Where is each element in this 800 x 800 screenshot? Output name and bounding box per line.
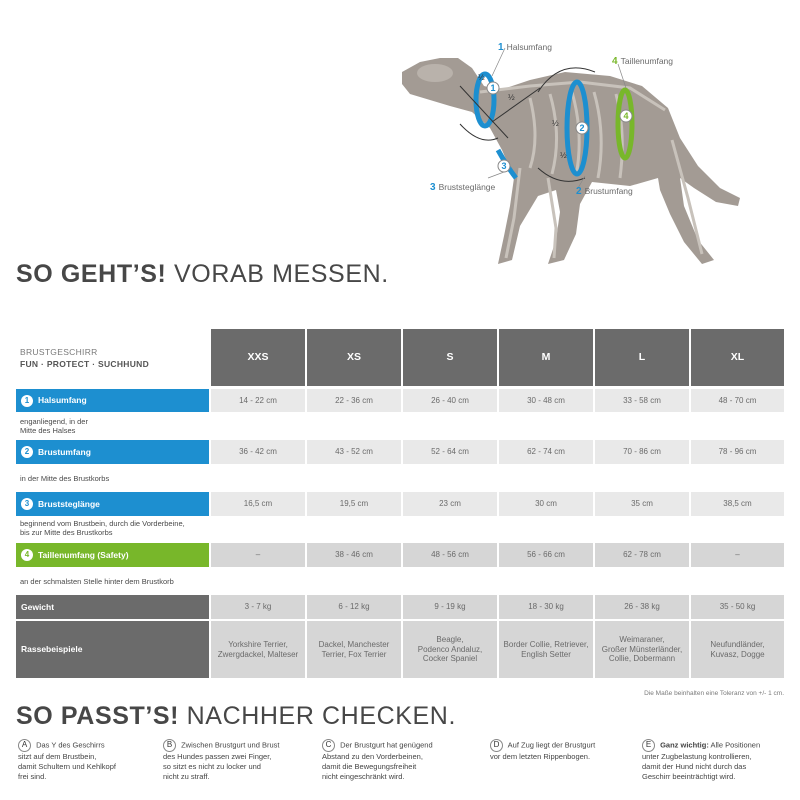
row-label-gewicht: Gewicht [16,595,209,619]
table-cell: Border Collie, Retriever, English Setter [499,621,593,678]
size-header-xl: XL [691,329,784,386]
row-number-badge: 1 [21,395,33,407]
row-number-badge: 4 [21,549,33,561]
label-brustumfang: 2 Brustumfang [576,186,633,197]
half-mark-3: ½ [552,119,559,128]
table-cell: Neufundländer, Kuvasz, Dogge [691,621,784,678]
heading-check-bold: SO PASST’S! [16,702,180,730]
table-cell: 14 - 22 cm [211,389,305,412]
row-label-text: Taillenumfang (Safety) [38,549,129,560]
row-label-taillenumfang [16,543,209,567]
heading-check-after [16,702,456,731]
table-cell: 26 - 40 cm [403,389,497,412]
step-letter-badge: E [642,739,655,752]
table-cell: 35 - 50 kg [691,595,784,619]
table-cell: 38,5 cm [691,492,784,516]
row-label-text: Halsumfang [38,395,87,406]
row-number-badge: 2 [21,446,33,458]
dog-skeleton-graphic [380,28,780,278]
table-row-gewicht [16,595,784,619]
table-cell: Dackel, Manchester Terrier, Fox Terrier [307,621,401,678]
table-cell: 48 - 70 cm [691,389,784,412]
table-cell: 22 - 36 cm [307,389,401,412]
table-row-rassebeispiele [16,621,784,678]
check-step-c: C Der Brustgurt hat genügend Abstand zu den Vorderbeinen, damit die Bewegungsfreiheit nicht eingeschränkt wird. [322,740,433,781]
table-cell: 26 - 38 kg [595,595,689,619]
label-halsumfang: 1 Halsumfang [498,42,552,53]
row-description-taillenumfang: an der schmalsten Stelle hinter dem Brustkorb [20,577,174,586]
table-cell: 33 - 58 cm [595,389,689,412]
check-step-e: E Ganz wichtig: Alle Positionen unter Zugbelastung kontrollieren, damit der Hund nicht durch das Geschirr beeinträchtigt wird. [642,740,761,781]
check-step-d: D Auf Zug liegt der Brustgurt vor dem letzten Rippenbogen. [490,740,596,761]
heading-measure-light: VORAB MESSEN. [174,260,389,288]
row-description-bruststeglaenge: beginnend vom Brustbein, durch die Vorderbeine, bis zur Mitte des Brustkorbs [20,519,185,538]
row-description-halsumfang: enganliegend, in der Mitte des Halses [20,417,88,436]
heading-check-light: NACHHER CHECKEN. [186,702,457,730]
table-cell: 48 - 56 cm [403,543,497,567]
half-mark-2: ½ [508,93,515,102]
marker-4: 4 [623,111,629,121]
table-row-taillenumfang [16,543,784,567]
size-header-xs: XS [307,329,401,386]
step-letter-badge: D [490,739,503,752]
table-cell: 70 - 86 cm [595,440,689,464]
product-category: BRUSTGESCHIRR [20,347,98,357]
half-mark-1: ½ [478,73,485,82]
table-cell: 36 - 42 cm [211,440,305,464]
half-mark-4: ½ [560,151,567,160]
table-cell: 56 - 66 cm [499,543,593,567]
table-cell: 18 - 30 kg [499,595,593,619]
table-cell: 52 - 64 cm [403,440,497,464]
row-label-bruststeglaenge [16,492,209,516]
size-header-s: S [403,329,497,386]
row-label-rassebeispiele: Rassebeispiele [16,621,209,678]
table-cell: 23 cm [403,492,497,516]
row-label-brustumfang [16,440,209,464]
check-step-b: B Zwischen Brustgurt und Brust des Hundes passen zwei Finger, so sitzt es nicht zu locker und nicht zu straff. [163,740,280,781]
table-cell: 62 - 78 cm [595,543,689,567]
size-header-m: M [499,329,593,386]
row-description-brustumfang: in der Mitte des Brustkorbs [20,474,110,483]
label-bruststeglaenge: 3 Bruststeglänge [430,182,496,193]
table-row-brustumfang [16,440,784,464]
row-label-halsumfang [16,389,209,412]
table-cell: 30 - 48 cm [499,389,593,412]
label-taillenumfang: 4 Taillenumfang [612,56,674,67]
size-header-xxs: XXS [211,329,305,386]
tolerance-note: Die Maße beinhalten eine Toleranz von +/- 1 cm. [644,690,784,697]
table-header-row [16,329,784,386]
table-cell: Beagle, Podenco Andaluz, Cocker Spaniel [403,621,497,678]
table-cell: 16,5 cm [211,492,305,516]
table-cell: 35 cm [595,492,689,516]
marker-3: 3 [501,161,507,171]
table-cell: Weimaraner, Großer Münsterländer, Collie, Dobermann [595,621,689,678]
table-cell: 38 - 46 cm [307,543,401,567]
step-letter-badge: A [18,739,31,752]
table-cell: 19,5 cm [307,492,401,516]
table-row-halsumfang [16,389,784,412]
marker-2: 2 [579,123,585,133]
heading-measure-bold: SO GEHT’S! [16,260,167,288]
marker-1: 1 [490,83,496,93]
table-cell: 3 - 7 kg [211,595,305,619]
heading-measure-first [16,260,389,289]
dog-measurement-illustration [380,28,780,278]
table-cell: Yorkshire Terrier, Zwergdackel, Malteser [211,621,305,678]
row-label-text: Bruststeglänge [38,498,100,509]
table-cell: 9 - 19 kg [403,595,497,619]
table-row-bruststeglaenge [16,492,784,516]
step-letter-badge: B [163,739,176,752]
product-lines: FUN · PROTECT · SUCHHUND [20,359,150,369]
check-step-a: A Das Y des Geschirrs sitzt auf dem Brustbein, damit Schultern und Kehlkopf frei sind. [18,740,116,781]
table-cell: – [691,543,784,567]
table-cell: 6 - 12 kg [307,595,401,619]
size-header-l: L [595,329,689,386]
table-cell: 62 - 74 cm [499,440,593,464]
table-cell: 43 - 52 cm [307,440,401,464]
skull-shape [417,64,453,82]
row-number-badge: 3 [21,498,33,510]
table-cell: 78 - 96 cm [691,440,784,464]
table-cell: 30 cm [499,492,593,516]
step-letter-badge: C [322,739,335,752]
table-cell: – [211,543,305,567]
row-label-text: Brustumfang [38,446,91,457]
